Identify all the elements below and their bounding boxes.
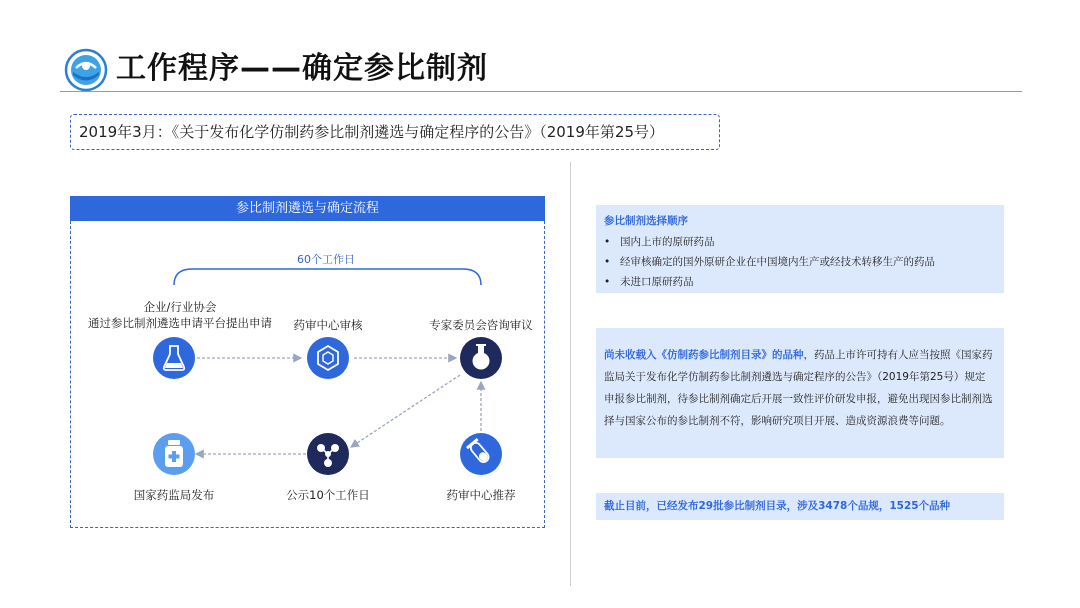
- stats-text: 截止目前，已经发布29批参比制剂目录，涉及3478个品规，1525个品种: [604, 500, 951, 512]
- node-label-expert: 专家委员会咨询审议: [429, 318, 533, 332]
- selection-order-list: [604, 232, 996, 292]
- test-tube-icon: [460, 433, 502, 475]
- unlisted-products-panel: [596, 328, 1004, 458]
- flask-icon: [153, 337, 195, 379]
- node-label-apply-line2: 通过参比制剂遴选申请平台提出申请: [88, 316, 272, 330]
- selection-order-heading: 参比制剂选择顺序: [604, 215, 688, 227]
- selection-order-panel: [596, 205, 1004, 293]
- duration-label: 60个工作日: [297, 253, 355, 266]
- flowchart-title: 参比制剂遴选与确定流程: [70, 196, 545, 221]
- node-label-publicity: 公示10个工作日: [286, 488, 370, 502]
- hexagon-icon: [307, 337, 349, 379]
- round-flask-icon: [460, 337, 502, 379]
- list-item: • 经审核确定的国外原研企业在中国境内生产或经技术转移生产的药品: [604, 256, 935, 268]
- node-label-publish: 国家药监局发布: [133, 488, 215, 502]
- flowchart-canvas: [70, 221, 545, 528]
- node-label-review: 药审中心审核: [293, 318, 363, 332]
- page-title: 工作程序——确定参比制剂: [116, 51, 488, 86]
- duration-bracket: [174, 269, 481, 285]
- list-item: • 国内上市的原研药品: [604, 236, 715, 248]
- announcement-box: 2019年3月：《关于发布化学仿制药参比制剂遴选与确定程序的公告》（2019年第25号）: [70, 114, 720, 150]
- stats-panel: [596, 493, 1004, 520]
- node-label-apply-line1: 企业/行业协会: [143, 300, 217, 314]
- molecule-icon: [307, 433, 349, 475]
- header-divider: [60, 91, 1022, 92]
- agency-logo-icon: [64, 48, 108, 92]
- unlisted-text: ，药品上市许可持有人应当按照《国家药监局关于发布化学仿制药参比制剂遴选与确定程序的公告》（2019年第25号）规定申报参比制剂，待参比制剂确定后开展一致性评价研发申报，避免出现因参比制剂选择与国家公布的参比制剂不符，影响研究项目开展、造成资源浪费等问题。: [604, 349, 993, 427]
- vertical-divider: [570, 162, 571, 586]
- unlisted-highlight: 尚未收载入《仿制药参比制剂目录》的品种: [604, 349, 804, 361]
- node-label-recommend: 药审中心推荐: [446, 488, 516, 502]
- arrow-3-5: [351, 375, 460, 447]
- medicine-bottle-icon: [153, 433, 195, 475]
- unlisted-paragraph: [604, 344, 994, 432]
- list-item: • 未进口原研药品: [604, 276, 694, 288]
